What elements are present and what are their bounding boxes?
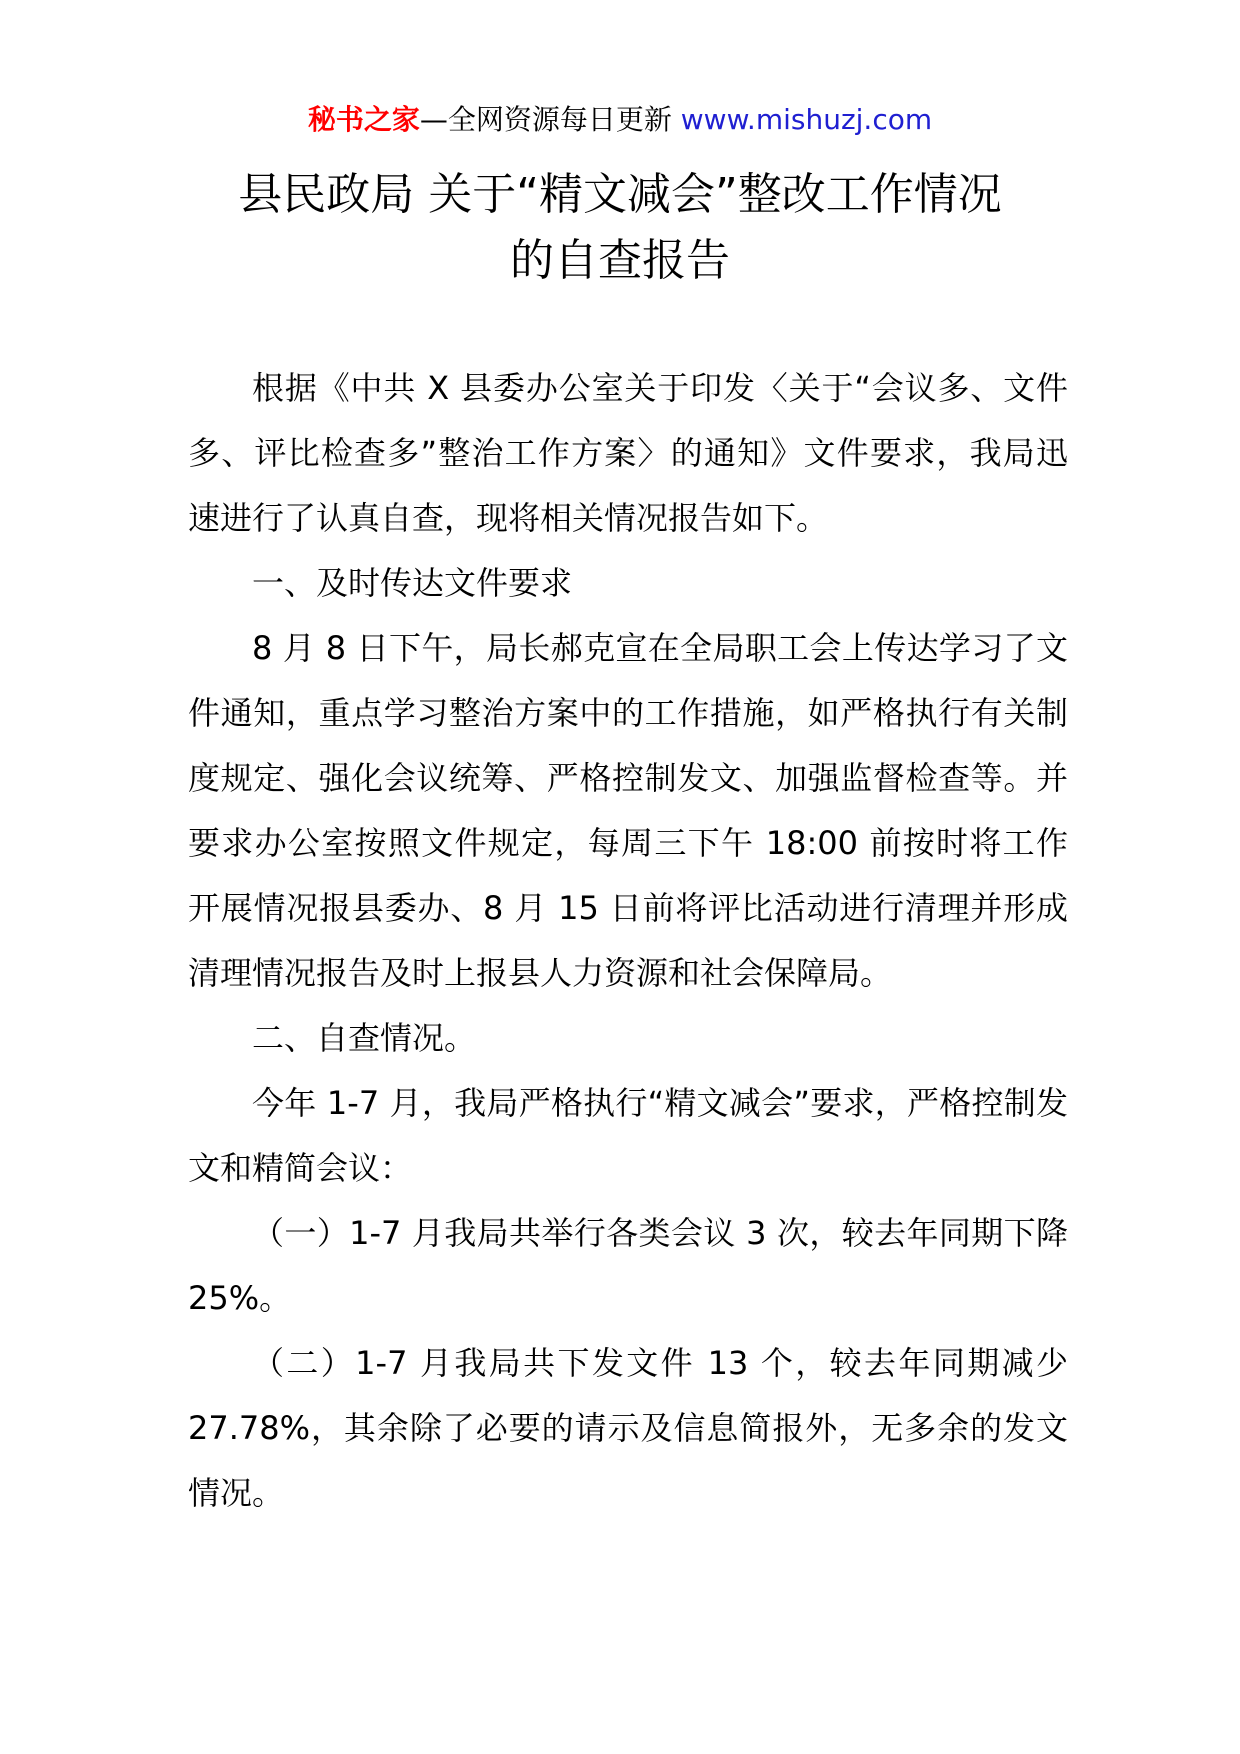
- header-tagline: —全网资源每日更新: [419, 103, 681, 136]
- title-line-1: 县民政局 关于“精文减会”整改工作情况: [238, 169, 1002, 220]
- document-body: [188, 356, 1068, 1526]
- paragraph-item-2: （二）1-7 月我局共下发文件 13 个，较去年同期减少 27.78%，其余除了必要的请示及信息简报外，无多余的发文情况。: [188, 1344, 1068, 1512]
- section-heading-1: 一、及时传达文件要求: [252, 564, 573, 602]
- document-title: [150, 162, 1090, 294]
- paragraph-item-1: （一）1-7 月我局共举行各类会议 3 次，较去年同期下降 25%。: [188, 1214, 1068, 1317]
- paragraph-section-2: 今年 1-7 月，我局严格执行“精文减会”要求，严格控制发文和精简会议：: [188, 1084, 1068, 1187]
- paragraph-intro: 根据《中共 X 县委办公室关于印发〈关于“会议多、文件多、评比检查多”整治工作方案〉的通知》文件要求，我局迅速进行了认真自查，现将相关情况报告如下。: [188, 369, 1068, 537]
- title-line-2: 的自查报告: [510, 235, 730, 286]
- brand-name: 秘书之家: [307, 103, 420, 136]
- site-url-link[interactable]: www.mishuzj.com: [680, 103, 933, 136]
- site-header: [0, 100, 1240, 140]
- section-heading-2: 二、自查情况。: [252, 1019, 477, 1057]
- paragraph-section-1: 8 月 8 日下午，局长郝克宣在全局职工会上传达学习了文件通知，重点学习整治方案中的工作措施，如严格执行有关制度规定、强化会议统筹、严格控制发文、加强监督检查等。并要求办公室按照文件规定，每周三下午 18:00 前按时将工作开展情况报县委办、8 月 15 日前将评比活动进行清理并形成清理情况报告及时上报县人力资源和社会保障局。: [188, 629, 1068, 992]
